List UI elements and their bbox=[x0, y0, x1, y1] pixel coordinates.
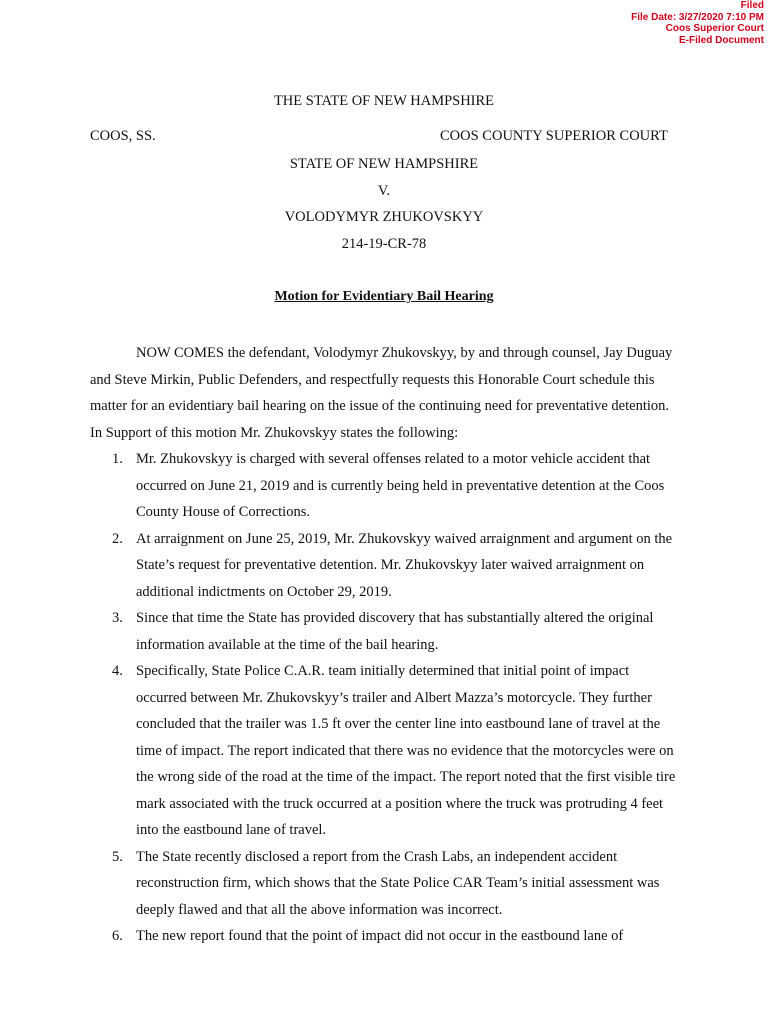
list-item bbox=[90, 605, 680, 658]
motion-body bbox=[90, 340, 680, 950]
stamp-filed: Filed bbox=[740, 0, 764, 11]
item-text: Mr. Zhukovskyy is charged with several offenses related to a motor vehicle accident that occurred on June 21, 2019 and is currently being held in preventative detention at the Coos County House of Corrections. bbox=[136, 451, 665, 520]
state-heading: THE STATE OF NEW HAMPSHIRE bbox=[273, 93, 495, 109]
list-item bbox=[90, 658, 680, 844]
item-number: 1. bbox=[112, 451, 123, 467]
court-name: COOS COUNTY SUPERIOR COURT bbox=[440, 128, 668, 144]
support-statement: In Support of this motion Mr. Zhukovskyy states the following: bbox=[90, 424, 459, 441]
motion-title: Motion for Evidentiary Bail Hearing bbox=[274, 289, 494, 304]
item-number: 2. bbox=[112, 530, 123, 547]
stamp-court: Coos Superior Court bbox=[665, 23, 764, 34]
efiling-stamp bbox=[631, 0, 764, 46]
caption-versus: V. bbox=[377, 182, 391, 199]
item-number: 6. bbox=[112, 928, 123, 944]
item-text: The new report found that the point of impact did not occur in the eastbound lane of bbox=[136, 928, 624, 944]
numbered-list bbox=[90, 446, 680, 950]
list-item bbox=[90, 446, 680, 526]
county-venue: COOS, SS. bbox=[90, 128, 156, 144]
stamp-file-date: File Date: 3/27/2020 7:10 PM bbox=[631, 11, 764, 23]
item-number: 5. bbox=[112, 848, 123, 865]
intro-paragraph: NOW COMES the defendant, Volodymyr Zhukovskyy, by and through counsel, Jay Duguay and Steve Mirkin, Public Defenders, and respectfully requests this Honorable Court schedule this matter for an evidentiary bail hearing on the issue of the continuing need for preventative detention. bbox=[90, 345, 673, 414]
item-number: 4. bbox=[112, 663, 123, 679]
item-text: Since that time the State has provided discovery that has substantially altered the original information available at the time of the bail hearing. bbox=[136, 610, 654, 653]
caption-defendant: VOLODYMYR ZHUKOVSKYY bbox=[284, 209, 484, 225]
item-text: Specifically, State Police C.A.R. team initially determined that initial point of impact occurred between Mr. Zhukovskyy’s trailer and Albert Mazza’s motorcycle. They further concluded that the trailer was 1.5 ft over the center line into eastbound lane of travel at the time of impact. The report indicated that there was no evidence that the motorcycles were on the wrong side of the road at the time of the impact. The report noted that the first visible tire mark associated with the truck occurred at a position where the truck was protruding 4 feet into the eastbound lane of travel. bbox=[136, 663, 676, 838]
item-text: The State recently disclosed a report from the Crash Labs, an independent accident reconstruction firm, which shows that the State Police CAR Team’s initial assessment was deeply flawed and that all the above information was incorrect. bbox=[136, 848, 660, 918]
stamp-efiled: E-Filed Document bbox=[678, 34, 764, 46]
list-item bbox=[90, 923, 680, 950]
case-caption bbox=[0, 154, 768, 260]
item-number: 3. bbox=[112, 610, 123, 626]
item-text: At arraignment on June 25, 2019, Mr. Zhukovskyy waived arraignment and argument on the State’s request for preventative detention. Mr. Zhukovskyy later waived arraignment on additional indictments on October 29, 2019. bbox=[136, 530, 673, 600]
list-item bbox=[90, 844, 680, 924]
caption-plaintiff: STATE OF NEW HAMPSHIRE bbox=[289, 156, 479, 172]
caption-docket-number: 214-19-CR-78 bbox=[341, 235, 427, 252]
list-item bbox=[90, 526, 680, 606]
